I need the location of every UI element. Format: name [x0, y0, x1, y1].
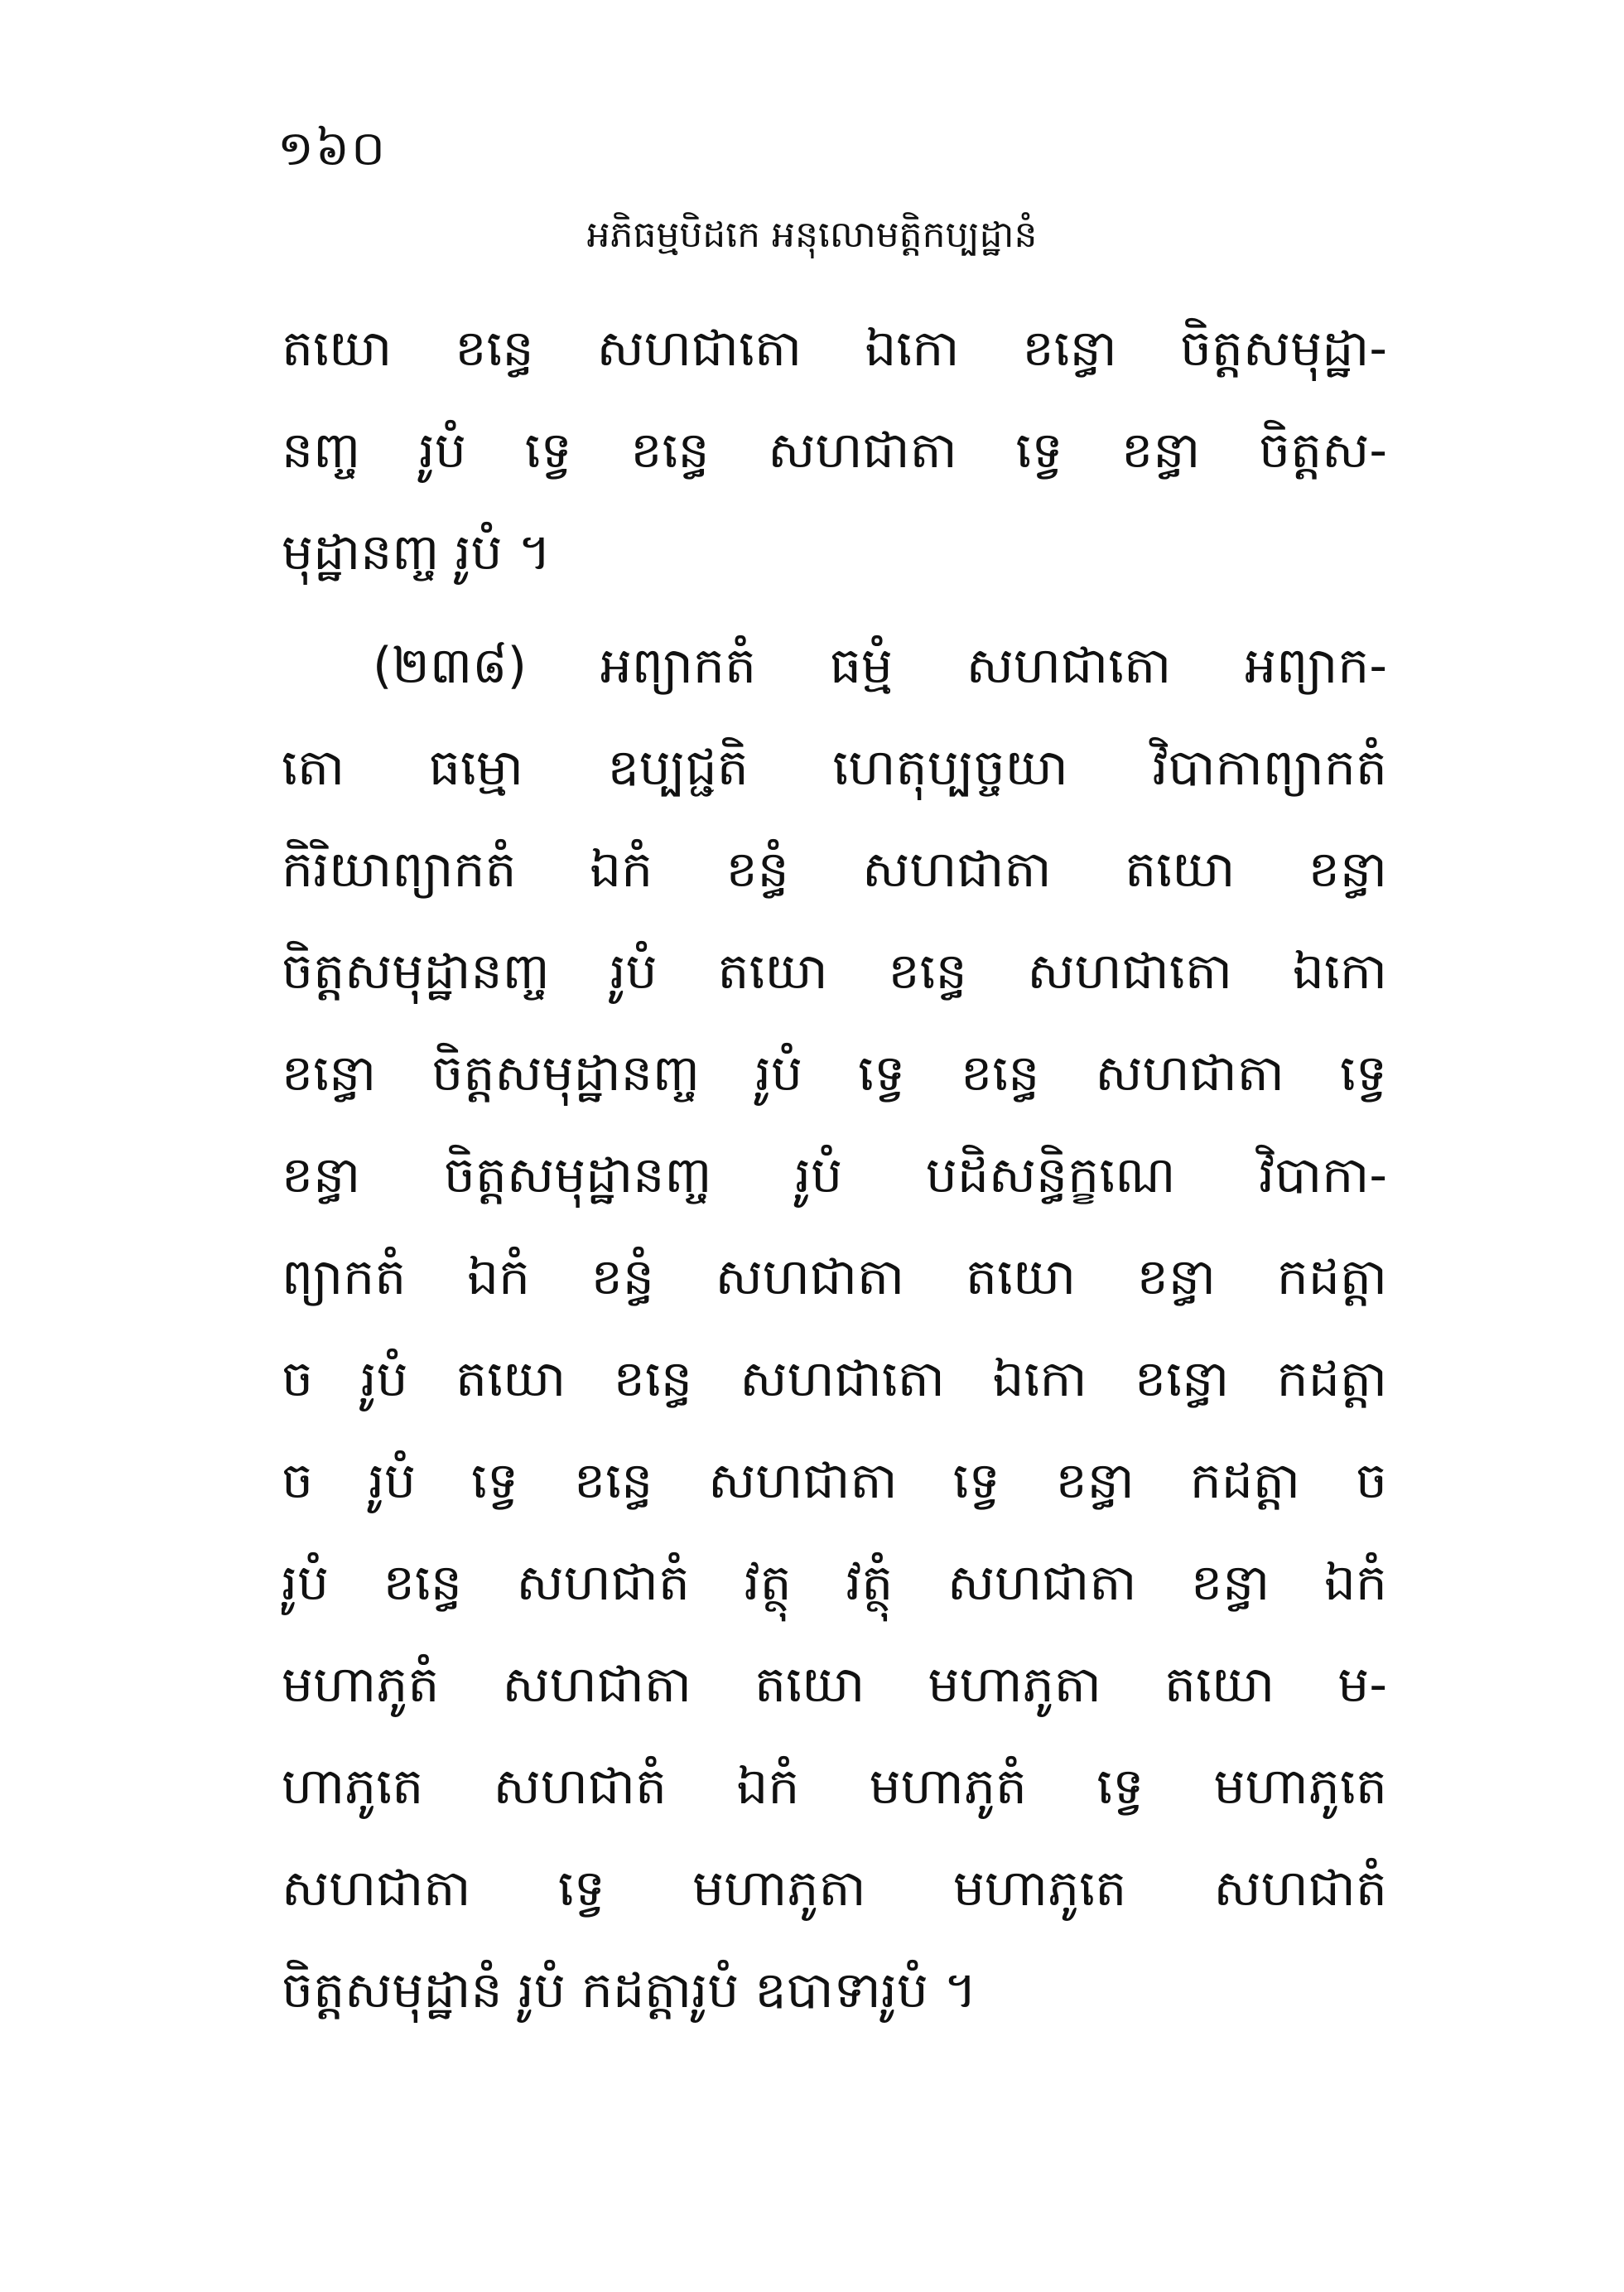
text-line: មុដ្ឋានញ្ច រូបំ ។: [282, 524, 552, 581]
text-line: ព្យាកតំ ឯកំ ខន្ធំ សហជាតា តយោ ខន្ធា កដត្តា: [282, 1248, 1387, 1306]
text-line: ចិត្តសមុដ្ឋានំ រូបំ កដត្តារូបំ ឧបាទារូបំ ។: [282, 1961, 977, 2019]
text-line: សហជាតា ទ្វេ មហាភូតា មហាភូតេ សហជាតំ: [282, 1860, 1387, 1918]
paragraph-1: [282, 298, 1387, 604]
text-line: មហាភូតំ សហជាតា តយោ មហាភូតា តយោ ម-: [282, 1656, 1387, 1714]
running-header: អភិធម្មបិដកេ អនុលោមត្តិកប្បដ្ឋានំ: [586, 214, 1038, 256]
paragraph-2: [282, 615, 1387, 2042]
text-line: កិរិយាព្យាកតំ ឯកំ ខន្ធំ សហជាតា តយោ ខន្ធា: [282, 841, 1387, 899]
text-line: នញ្ច រូបំ ទ្វេ ខន្ធេ សហជាតា ទ្វេ ខន្ធា ចិត្តស-: [282, 422, 1387, 480]
body-text: [282, 298, 1387, 2042]
text-line: ខន្ធោ ចិត្តសមុដ្ឋានញ្ច រូបំ ទ្វេ ខន្ធេ សហជាតា ទ្វេ: [282, 1045, 1387, 1103]
text-line: រូបំ ខន្ធេ សហជាតំ វត្ថុ វត្ថុំ សហជាតា ខន្ធា ឯកំ: [282, 1554, 1387, 1612]
text-line: ច រូបំ ទ្វេ ខន្ធេ សហជាតា ទ្វេ ខន្ធា កដត្តា ច: [282, 1452, 1387, 1510]
text-line: តោ ធម្មោ ឧប្បជ្ជតិ ហេតុប្បច្ចយា វិបាកាព្យាកតំ: [282, 739, 1387, 797]
text-line: ខន្ធា ចិត្តសមុដ្ឋានញ្ច រូបំ បដិសន្ធិក្ខណេ វិបាកា-: [282, 1146, 1387, 1204]
text-line: ច រូបំ តយោ ខន្ធេ សហជាតោ ឯកោ ខន្ធោ កដត្តា: [282, 1350, 1387, 1408]
text-line: ហាភូតេ សហជាតំ ឯកំ មហាភូតំ ទ្វេ មហាភូតេ: [282, 1758, 1387, 1816]
text-line: (២៣៨) អព្យាកតំ ធម្មំ សហជាតោ អព្យាក-: [373, 637, 1387, 695]
page-number: ១៦០: [277, 120, 388, 176]
text-line: ចិត្តសមុដ្ឋានញ្ច រូបំ តយោ ខន្ធេ សហជាតោ ឯកោ: [282, 943, 1387, 1001]
paragraph-gap: [282, 604, 1387, 615]
text-line: តយោ ខន្ធេ សហជាតោ ឯកោ ខន្ធោ ចិត្តសមុដ្ឋា-: [282, 320, 1387, 378]
